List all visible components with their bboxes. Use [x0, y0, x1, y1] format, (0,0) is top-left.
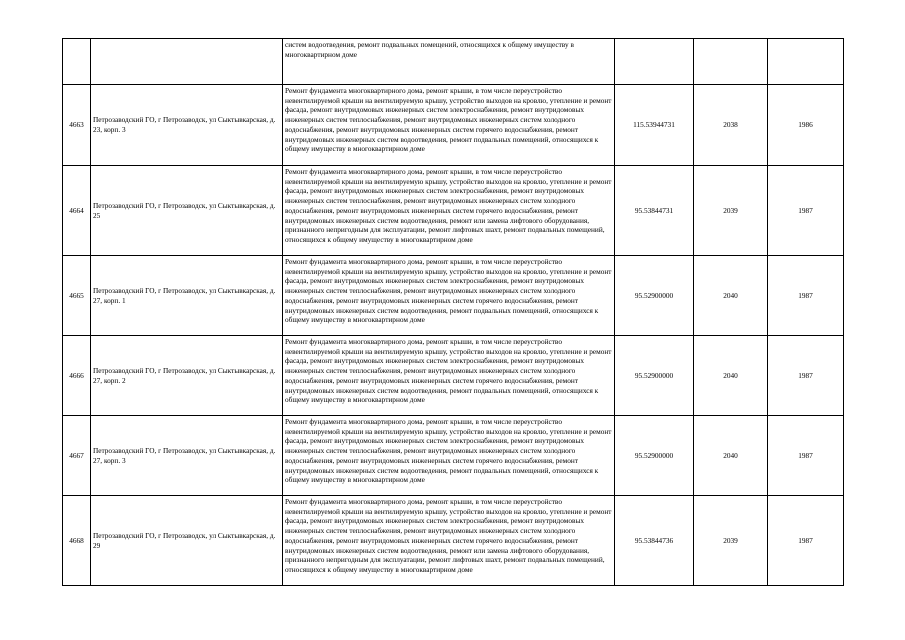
- built-year-cell: 1987: [768, 256, 844, 336]
- built-year-cell: 1987: [768, 336, 844, 416]
- row-number: 4663: [63, 85, 91, 166]
- table-row: [63, 496, 844, 586]
- works-cell: Ремонт фундамента многоквартирного дома, ремонт крыши, в том числе переустройство невентилируемой крыши на вентилируемую крышу, устройство выходов на кровлю, утепление и ремонт фасада, ремонт внутридомовых инженерных систем электроснабжения, ремонт внутридомовых инженерных систем теплоснабжения, ремонт внутридомовых инженерных систем холодного водоснабжения, ремонт внутридомовых инженерных систем горячего водоснабжения, ремонт внутридомовых инженерных систем водоотведения, ремонт подвальных помещений, относящихся к общему имуществу в многоквартирном доме: [283, 336, 615, 416]
- works-cell: Ремонт фундамента многоквартирного дома, ремонт крыши, в том числе переустройство невентилируемой крыши на вентилируемую крышу, устройство выходов на кровлю, утепление и ремонт фасада, ремонт внутридомовых инженерных систем электроснабжения, ремонт внутридомовых инженерных систем теплоснабжения, ремонт внутридомовых инженерных систем холодного водоснабжения, ремонт внутридомовых инженерных систем горячего водоснабжения, ремонт внутридомовых инженерных систем водоотведения, ремонт или замена лифтового оборудования, признанного непригодным для эксплуатации, ремонт лифтовых шахт, ремонт подвальных помещений, относящихся к общему имуществу в многоквартирном доме: [283, 166, 615, 256]
- built-year-cell: 1987: [768, 416, 844, 496]
- row-number: [63, 39, 91, 85]
- address-cell: Петрозаводский ГО, г Петрозаводск, ул Сыктывкарская, д. 25: [91, 166, 283, 256]
- table-row: [63, 416, 844, 496]
- planned-year-cell: 2040: [694, 256, 768, 336]
- built-year-cell: [768, 39, 844, 85]
- table-row: [63, 85, 844, 166]
- cost-cell: [615, 39, 694, 85]
- cost-cell: 95.52900000: [615, 336, 694, 416]
- planned-year-cell: 2038: [694, 85, 768, 166]
- address-cell: Петрозаводский ГО, г Петрозаводск, ул Сыктывкарская, д. 29: [91, 496, 283, 586]
- built-year-cell: 1987: [768, 496, 844, 586]
- works-table: [62, 38, 844, 586]
- planned-year-cell: 2040: [694, 416, 768, 496]
- row-number: 4666: [63, 336, 91, 416]
- planned-year-cell: 2039: [694, 496, 768, 586]
- cost-cell: 95.53844736: [615, 496, 694, 586]
- table-row: [63, 39, 844, 85]
- cost-cell: 95.52900000: [615, 416, 694, 496]
- cost-cell: 115.53944731: [615, 85, 694, 166]
- works-cell: Ремонт фундамента многоквартирного дома, ремонт крыши, в том числе переустройство невентилируемой крыши на вентилируемую крышу, устройство выходов на кровлю, утепление и ремонт фасада, ремонт внутридомовых инженерных систем электроснабжения, ремонт внутридомовых инженерных систем теплоснабжения, ремонт внутридомовых инженерных систем холодного водоснабжения, ремонт внутридомовых инженерных систем горячего водоснабжения, ремонт внутридомовых инженерных систем водоотведения, ремонт подвальных помещений, относящихся к общему имуществу в многоквартирном доме: [283, 256, 615, 336]
- works-cell: Ремонт фундамента многоквартирного дома, ремонт крыши, в том числе переустройство невентилируемой крыши на вентилируемую крышу, устройство выходов на кровлю, утепление и ремонт фасада, ремонт внутридомовых инженерных систем электроснабжения, ремонт внутридомовых инженерных систем теплоснабжения, ремонт внутридомовых инженерных систем холодного водоснабжения, ремонт внутридомовых инженерных систем горячего водоснабжения, ремонт внутридомовых инженерных систем водоотведения, ремонт или замена лифтового оборудования, признанного непригодным для эксплуатации, ремонт лифтовых шахт, ремонт подвальных помещений, относящихся к общему имуществу в многоквартирном доме: [283, 496, 615, 586]
- address-cell: Петрозаводский ГО, г Петрозаводск, ул Сыктывкарская, д. 27, корп. 2: [91, 336, 283, 416]
- cost-cell: 95.52900000: [615, 256, 694, 336]
- row-number: 4668: [63, 496, 91, 586]
- table-row: [63, 166, 844, 256]
- cost-cell: 95.53844731: [615, 166, 694, 256]
- address-cell: Петрозаводский ГО, г Петрозаводск, ул Сыктывкарская, д. 27, корп. 1: [91, 256, 283, 336]
- address-cell: [91, 39, 283, 85]
- works-cell: Ремонт фундамента многоквартирного дома, ремонт крыши, в том числе переустройство невентилируемой крыши на вентилируемую крышу, устройство выходов на кровлю, утепление и ремонт фасада, ремонт внутридомовых инженерных систем электроснабжения, ремонт внутридомовых инженерных систем теплоснабжения, ремонт внутридомовых инженерных систем холодного водоснабжения, ремонт внутридомовых инженерных систем горячего водоснабжения, ремонт внутридомовых инженерных систем водоотведения, ремонт подвальных помещений, относящихся к общему имуществу в многоквартирном доме: [283, 85, 615, 166]
- built-year-cell: 1986: [768, 85, 844, 166]
- works-cell: систем водоотведения, ремонт подвальных помещений, относящихся к общему имуществу в многоквартирном доме: [283, 39, 615, 85]
- works-cell: Ремонт фундамента многоквартирного дома, ремонт крыши, в том числе переустройство невентилируемой крыши на вентилируемую крышу, устройство выходов на кровлю, утепление и ремонт фасада, ремонт внутридомовых инженерных систем электроснабжения, ремонт внутридомовых инженерных систем теплоснабжения, ремонт внутридомовых инженерных систем холодного водоснабжения, ремонт внутридомовых инженерных систем горячего водоснабжения, ремонт внутридомовых инженерных систем водоотведения, ремонт подвальных помещений, относящихся к общему имуществу в многоквартирном доме: [283, 416, 615, 496]
- row-number: 4667: [63, 416, 91, 496]
- planned-year-cell: 2039: [694, 166, 768, 256]
- address-cell: Петрозаводский ГО, г Петрозаводск, ул Сыктывкарская, д. 27, корп. 3: [91, 416, 283, 496]
- built-year-cell: 1987: [768, 166, 844, 256]
- table-row: [63, 336, 844, 416]
- planned-year-cell: 2040: [694, 336, 768, 416]
- address-cell: Петрозаводский ГО, г Петрозаводск, ул Сыктывкарская, д. 23, корп. 3: [91, 85, 283, 166]
- planned-year-cell: [694, 39, 768, 85]
- row-number: 4664: [63, 166, 91, 256]
- row-number: 4665: [63, 256, 91, 336]
- table-row: [63, 256, 844, 336]
